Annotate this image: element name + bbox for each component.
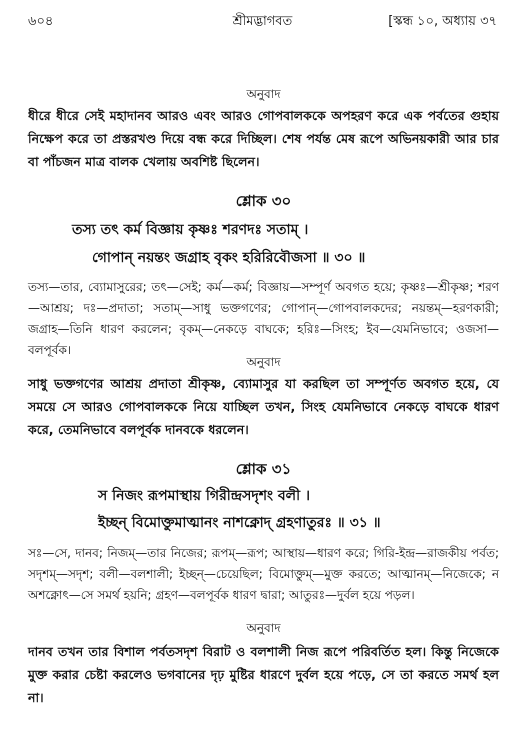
verse-30-line-2: গোপান্ নয়ন্তং জগ্রাহ বৃকং হরিরিবৌজসা ॥ ৩০ ॥ [92,250,366,266]
verse-31-line-1: স নিজং রূপমাস্থায় গিরীন্দ্রসদৃশং বলী । [98,488,310,504]
verse-31-line-2: ইচ্ছন্ বিমোক্তুমাত্মানং নাশক্নোদ্ গ্রহণাতুরঃ ॥ ৩১ ॥ [98,515,381,531]
translation-label-1: অনুবাদ [246,87,281,101]
translation-label-31: অনুবাদ [246,621,281,635]
page-number: ৬০৪ [28,14,54,29]
verse-31-heading: শ্লোক ৩১ [235,460,292,478]
section-reference: [স্কন্ধ ১০, অধ্যায় ৩৭ [388,14,497,29]
page-header [28,12,497,32]
book-title: শ্রীমদ্ভাগবত [232,14,293,29]
verse-31-synonyms: সঃ—সে, দানব; নিজম্—তার নিজের; রূপম্—রূপ; আস্থায়—ধারণ করে; গিরি-ইন্দ্র—রাজকীয় পর্বত; সদৃশম্—সদৃশ; বলী—বলশালী; ইচ্ছন্—চেয়েছিল; বিমোক্তুম্—মুক্ত করতে; আত্মানম্—নিজেকে; ন অশক্নোৎ—সে সমর্থ হয়নি; গ্রহণ—বলপূর্বক ধারণ দ্বারা; আতুরঃ—দুর্বল হয়ে পড়ল। [28,546,499,602]
verse-30-line-1: তস্য তৎ কর্ম বিজ্ঞায় কৃষ্ণঃ শরণদঃ সতাম্ । [72,222,309,238]
verse-30-heading: শ্লোক ৩০ [235,192,292,210]
verse-31-translation: দানব তখন তার বিশাল পর্বতসদৃশ বিরাট ও বলশালী নিজ রূপে পরিবর্তিত হল। কিন্তু নিজেকে মুক্ত করার চেষ্টা করলেও ভগবানের দৃঢ় মুষ্টির ধারণে দুর্বল হয়ে পড়ে, সে তা করতে সমর্থ হল না। [28,644,499,705]
translation-label-30: অনুবাদ [246,355,281,369]
verse-30-translation: সাধু ভক্তগণের আশ্রয় প্রদাতা শ্রীকৃষ্ণ, ব্যোমাসুর যা করছিল তা সম্পূর্ণত অবগত হয়ে, যে সময়ে সে আরও গোপবালককে নিয়ে যাচ্ছিল তখন, সিংহ যেমনিভাবে নেকড়ে বাঘকে ধারণ করে, তেমনিভাবে বলপূর্বক দানবকে ধরলেন। [28,376,499,437]
translation-paragraph-1: ধীরে ধীরে সেই মহাদানব আরও এবং আরও গোপবালককে অপহরণ করে এক পর্বতের গুহায় নিক্ষেপ করে তা প্রস্তরখণ্ড দিয়ে বন্ধ করে দিচ্ছিল। শেষ পর্যন্ত মেষ রূপে অভিনয়কারী আর চার বা পাঁচজন মাত্র বালক খেলায় অবশিষ্ট ছিলেন। [28,108,499,169]
verse-30-synonyms: তস্য—তার, ব্যোমাসুরের; তৎ—সেই; কর্ম—কর্ম; বিজ্ঞায়—সম্পূর্ণ অবগত হয়ে; কৃষ্ণঃ—শ্রীকৃষ্ণ; শরণ—আশ্রয়; দঃ—প্রদাতা; সতাম্—সাধু ভক্তগণের; গোপান্—গোপবালকদের; নয়ন্তম্—হরণকারী; জগ্রাহ—তিনি ধারণ করলেন; বৃকম্—নেকড়ে বাঘকে; হরিঃ—সিংহ; ইব—যেমনিভাবে; ওজসা—বলপূর্বক। [28,280,499,357]
